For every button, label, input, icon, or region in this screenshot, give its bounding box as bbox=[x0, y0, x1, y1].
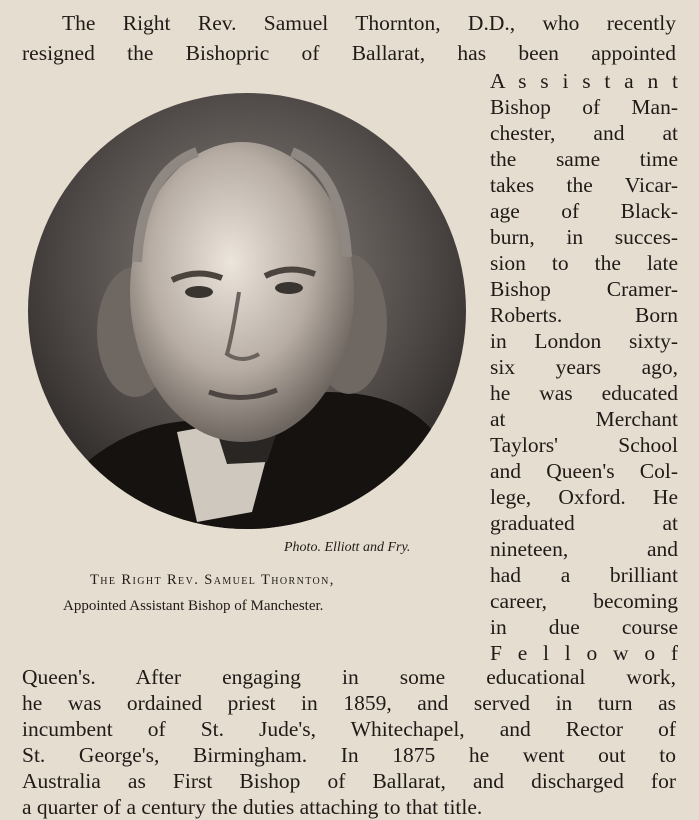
closing-line: incumbent of St. Jude's, Whitechapel, and Rector of bbox=[22, 717, 676, 741]
photo-credit: Photo. Elliott and Fry. bbox=[284, 540, 411, 555]
column-line: takes the Vicar- bbox=[490, 173, 678, 197]
column-line: A s s i s t a n t bbox=[490, 69, 678, 93]
column-line: Roberts. Born bbox=[490, 303, 678, 327]
column-line: graduated at bbox=[490, 511, 678, 535]
closing-line: Australia as First Bishop of Ballarat, and discharged for bbox=[22, 769, 676, 793]
column-line: at Merchant bbox=[490, 407, 678, 431]
column-line: age of Black- bbox=[490, 199, 678, 223]
column-line: Taylors' School bbox=[490, 433, 678, 457]
column-line: career, becoming bbox=[490, 589, 678, 613]
closing-line-last: a quarter of a century the duties attaching to that title. bbox=[22, 795, 483, 819]
column-line: F e l l o w o f bbox=[490, 641, 678, 665]
column-line: and Queen's Col- bbox=[490, 459, 678, 483]
bishop-portrait bbox=[27, 92, 467, 530]
column-line: Bishop Cramer- bbox=[490, 277, 678, 301]
column-line: Bishop of Man- bbox=[490, 95, 678, 119]
column-line: lege, Oxford. He bbox=[490, 485, 678, 509]
column-line: had a brilliant bbox=[490, 563, 678, 587]
closing-line: Queen's. After engaging in some educational work, bbox=[22, 665, 676, 689]
column-line: burn, in succes- bbox=[490, 225, 678, 249]
column-line: in due course bbox=[490, 615, 678, 639]
column-line: six years ago, bbox=[490, 355, 678, 379]
closing-line: he was ordained priest in 1859, and served in turn as bbox=[22, 691, 676, 715]
column-line: chester, and at bbox=[490, 121, 678, 145]
caption-title: The Right Rev. Samuel Thornton, bbox=[90, 572, 335, 588]
column-line: in London sixty- bbox=[490, 329, 678, 353]
column-line: he was educated bbox=[490, 381, 678, 405]
opening-line-1: The Right Rev. Samuel Thornton, D.D., who recently bbox=[62, 11, 676, 35]
column-line: nineteen, and bbox=[490, 537, 678, 561]
closing-line: St. George's, Birmingham. In 1875 he went out to bbox=[22, 743, 676, 767]
opening-line-2: resigned the Bishopric of Ballarat, has been appointed bbox=[22, 41, 676, 65]
caption-subtitle: Appointed Assistant Bishop of Manchester. bbox=[63, 598, 324, 614]
column-line: sion to the late bbox=[490, 251, 678, 275]
column-line: the same time bbox=[490, 147, 678, 171]
